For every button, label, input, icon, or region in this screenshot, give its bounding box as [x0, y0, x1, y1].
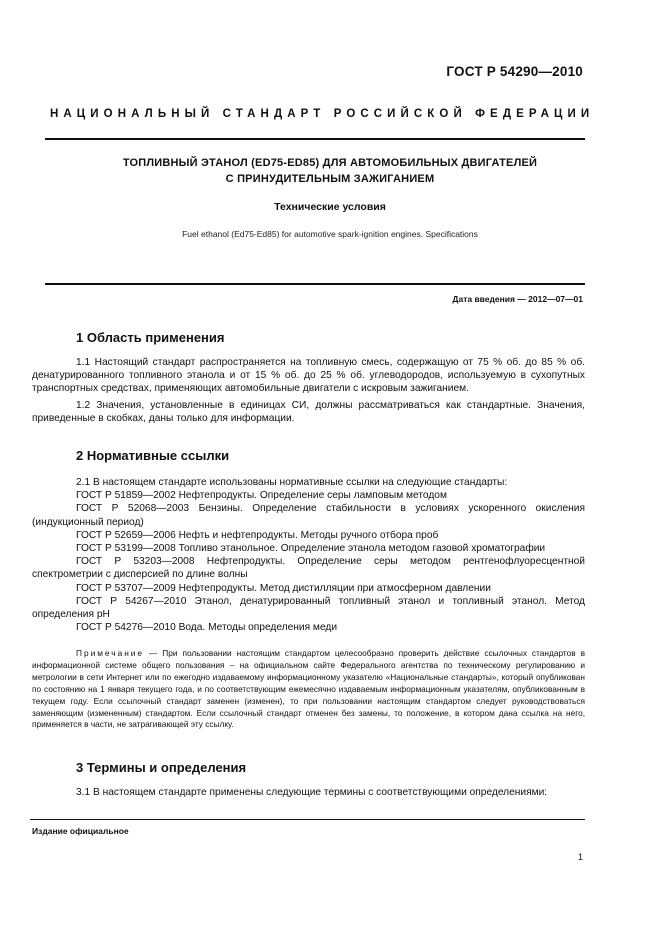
effective-date: Дата введения — 2012—07—01	[452, 294, 583, 304]
title-line-1: ТОПЛИВНЫЙ ЭТАНОЛ (ED75-ED85) ДЛЯ АВТОМОБИЛЬНЫХ ДВИГАТЕЛЕЙ	[122, 157, 538, 169]
section-1-heading: 1 Область применения	[76, 330, 225, 345]
reference-item: ГОСТ Р 54267—2010 Этанол, денатурированный топливный этанол и топливный этанол. Метод определения pH	[32, 595, 585, 621]
paragraph-1-2: 1.2 Значения, установленные в единицах СИ, должны рассматриваться как стандартные. Значения, приведенные в скобках, даны только для информации.	[32, 399, 585, 424]
national-standard-title: НАЦИОНАЛЬНЫЙ СТАНДАРТ РОССИЙСКОЙ ФЕДЕРАЦИИ	[50, 108, 595, 120]
paragraph-1-1: 1.1 Настоящий стандарт распространяется на топливную смесь, содержащую от 75 % об. до 85 % об. денатурированного топливного этанола и от 15 % об. до 25 % об. углеводородов, используемую в сухопутных транспортных средствах, применяющих автомобильные двигатели с искровым зажиганием.	[32, 357, 585, 395]
reference-item: ГОСТ Р 53203—2008 Нефтепродукты. Определение серы методом рентгенофлуоресцентной спектрометрии с дисперсией по длине волны	[32, 556, 585, 581]
section-2-heading: 2 Нормативные ссылки	[76, 448, 230, 463]
section-3-heading: 3 Термины и определения	[76, 760, 247, 775]
reference-item: ГОСТ Р 53707—2009 Нефтепродукты. Метод дистилляции при атмосферном давлении	[76, 582, 491, 594]
section-1-body	[32, 356, 585, 425]
note-text: — При пользовании настоящим стандартом целесообразно проверить действие ссылочных стандартов в информационной системе общего пользования – на официальном сайте Федерального агентства по техническому регулированию и метрологии в сети Интернет или по ежегодно издаваемому информационному указателю «Национальные стандарты», который опубликован по состоянию на 1 января текущего года, и по соответствующим ежемесячно издаваемым информационным указателям, опубликованным в текущем году. Если ссылочный стандарт заменен (изменен), то при пользовании настоящим стандартом следует руководствоваться заменяющим (измененным) стандартом. Если ссылочный стандарт отменен без замены, то положение, в котором дана ссылка на него, применяется в части, не затрагивающей эту ссылку.	[32, 648, 585, 730]
section-2-body	[32, 476, 585, 634]
title-line-2: С ПРИНУДИТЕЛЬНЫМ ЗАЖИГАНИЕМ	[225, 173, 435, 185]
note-label: Примечание	[76, 648, 145, 658]
reference-item: ГОСТ Р 52068—2003 Бензины. Определение стабильности в условиях ускоренного окисления (индукционный период)	[32, 503, 585, 528]
reference-item: ГОСТ Р 52659—2006 Нефть и нефтепродукты. Методы ручного отбора проб	[76, 529, 439, 541]
section-3-body	[32, 786, 585, 799]
bottom-divider	[30, 819, 585, 820]
reference-item: ГОСТ Р 54276—2010 Вода. Методы определения меди	[76, 622, 338, 634]
note-block	[32, 648, 585, 731]
edition-label: Издание официальное	[32, 826, 129, 836]
reference-item: ГОСТ Р 53199—2008 Топливо этанольное. Определение этанола методом газовой хроматографии	[76, 543, 546, 555]
reference-item: ГОСТ Р 51859—2002 Нефтепродукты. Определение серы ламповым методом	[76, 490, 447, 502]
middle-divider	[45, 283, 585, 285]
gost-code: ГОСТ Р 54290—2010	[446, 64, 583, 79]
english-title: Fuel ethanol (Ed75-Ed85) for automotive spark-ignition engines. Specifications	[182, 229, 478, 239]
document-subtitle: Технические условия	[274, 201, 386, 213]
paragraph-2-1: 2.1 В настоящем стандарте использованы нормативные ссылки на следующие стандарты:	[76, 477, 508, 488]
paragraph-3-1: 3.1 В настоящем стандарте применены следующие термины с соответствующими определениями:	[76, 787, 548, 798]
document-title	[60, 155, 600, 187]
top-divider	[45, 138, 585, 140]
page-number: 1	[577, 852, 583, 862]
